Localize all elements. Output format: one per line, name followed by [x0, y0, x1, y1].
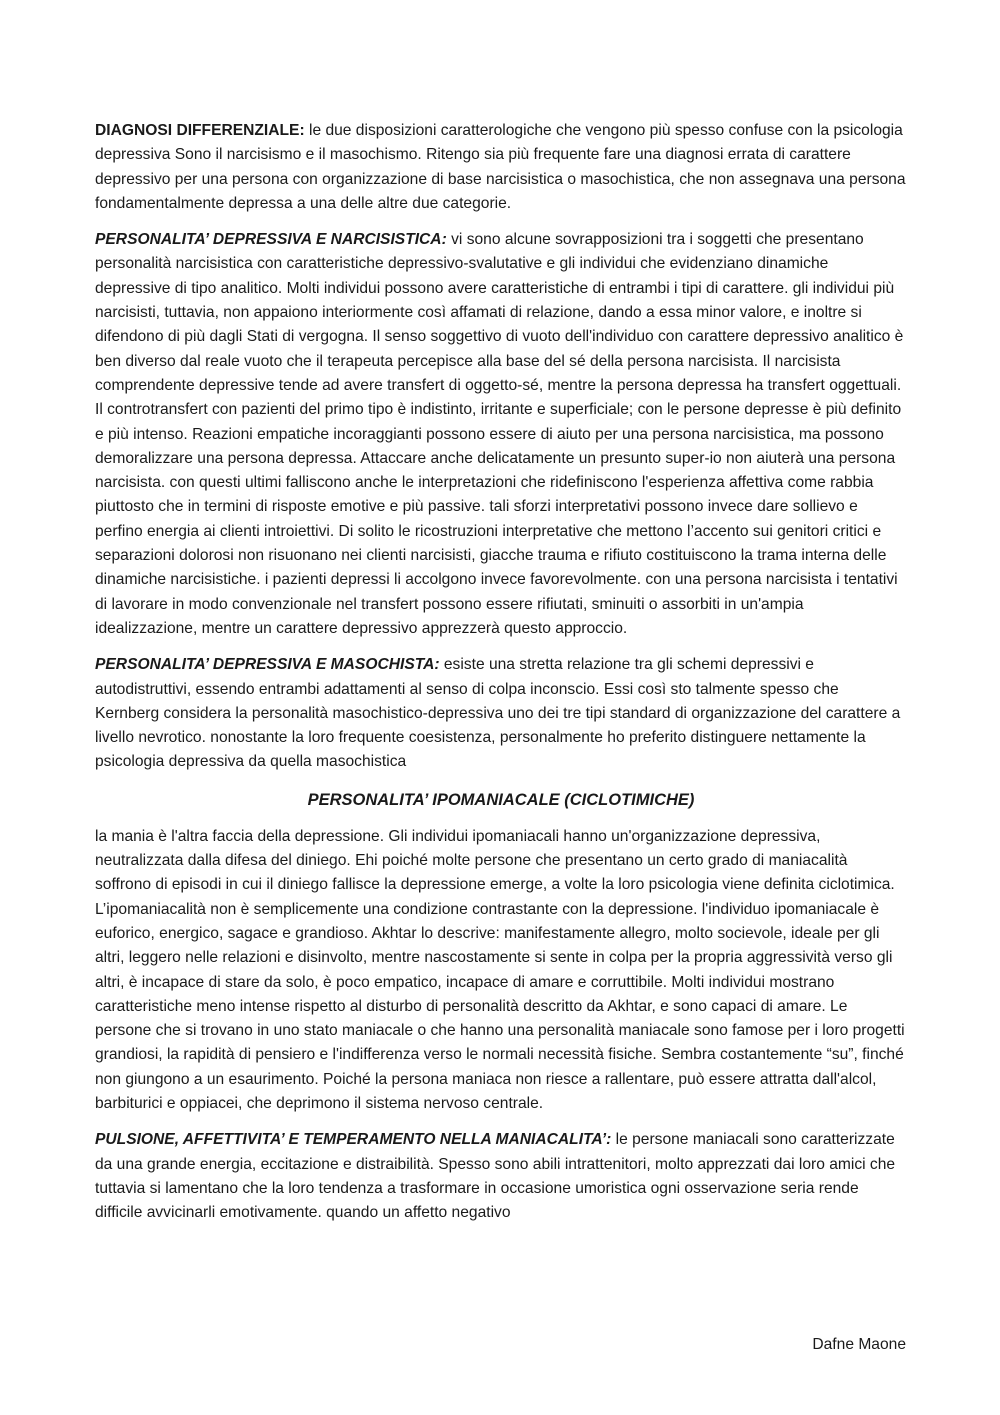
paragraph-heading: PERSONALITA’ DEPRESSIVA E MASOCHISTA: [95, 656, 440, 674]
paragraph-heading: PERSONALITA’ DEPRESSIVA E NARCISISTICA: [95, 231, 447, 249]
paragraph-drive-affect-temperament [95, 1128, 907, 1225]
paragraph-heading: DIAGNOSI DIFFERENZIALE: [95, 122, 305, 139]
paragraph-hypomanic [95, 825, 907, 1117]
paragraph-depressive-narcissistic [95, 228, 907, 641]
paragraph-differential-diagnosis [95, 119, 907, 216]
paragraph-depressive-masochistic [95, 653, 907, 774]
paragraph-text: le persone maniacali sono caratterizzate da una grande energia, eccitazione e distraibilità. Spesso sono abili intrattenitori, molto apprezzati dai loro amici che tuttavia si lamentano che la loro tendenza a trasformare in occasione umoristica ogni osservazione seria rende difficile avvicinarli emotivamente. quando un affetto negativo [95, 1131, 896, 1222]
paragraph-text: la mania è l'altra faccia della depressione. Gli individui ipomaniacali hanno un'organizzazione depressiva, neutralizzata dalla difesa del diniego. Ehi poiché molte persone che presentano un certo grado di maniacalità soffrono di episodi in cui il diniego fallisce la depressione emerge, a volte la loro psicologia viene definita ciclotimica. L’ipomaniacalità non è semplicemente una condizione contrastante con la depressione. l'individuo ipomaniacale è euforico, energico, sagace e grandioso. Akhtar lo descrive: manifestamente allegro, molto socievole, ideale per gli altri, leggero nelle relazioni e disinvolto, mentre nascostamente si sente in colpa per la propria aggressività verso gli altri, è incapace di stare da solo, è poco empatico, incapace di amare e corruttibile. Molti individui mostrano caratteristiche meno intense rispetto al disturbo di personalità descritto da Akhtar, e sono capaci di amare. Le persone che si trovano in uno stato maniacale o che hanno una personalità maniacale sono famose per i loro progetti grandiosi, la rapidità di pensiero e l'indifferenza verso le normali necessità fisiche. Sembra costantemente “su”, finché non giungono a un esaurimento. Poiché la persona maniaca non riesce a rallentare, può essere attratta dall'alcol, barbiturici e oppiacei, che deprimono il sistema nervoso centrale. [95, 827, 905, 1112]
paragraph-text: le due disposizioni caratterologiche che vengono più spesso confuse con la psicologia depressiva Sono il narcisismo e il masochismo. Ritengo sia più frequente fare una diagnosi errata di carattere depressivo per una persona con organizzazione di base narcisistica o masochistica, che non assegnava una persona fondamentalmente depressa a una delle altre due categorie. [95, 122, 906, 212]
paragraph-text: esiste una stretta relazione tra gli schemi depressivi e autodistruttivi, essendo entrambi adattamenti al senso di colpa inconscio. Essi così sto talmente spesso che Kernberg considera la personalità masochistico-depressiva uno dei tre tipi standard di organizzazione del carattere a livello nevrotico. nonostante la loro frequente coesistenza, personalmente ho preferito distinguere nettamente la psicologia depressiva da quella masochistica [95, 656, 901, 771]
paragraph-text: vi sono alcune sovrapposizioni tra i soggetti che presentano personalità narcisistica con caratteristiche depressivo-svalutative e gli individui che evidenziano dinamiche depressive di tipo analitico. Molti individui possono avere caratteristiche di entrambi i tipi di carattere. gli individui più narcisisti, tuttavia, non appaiono interiormente così affamati di relazione, dando a essa minor valore, e inoltre si difendono di più dagli Stati di vergogna. Il senso soggettivo di vuoto dell'individuo con carattere depressivo analitico è ben diverso dal reale vuoto che il terapeuta percepisce alla base del sé della persona narcisista. Il narcisista comprendente depressive tende ad avere transfert di oggetto-sé, mentre la persona depressa ha transfert oggettuali. Il controtransfert con pazienti del primo tipo è indistinto, irritante e superficiale; con le persone depresse è più definito e più intenso. Reazioni empatiche incoraggianti possono essere di aiuto per una persona narcisistica, ma possono demoralizzare una persona depressa. Attaccare anche delicatamente un presunto super-io non aiuterà una persona narcisista. con questi ultimi falliscono anche le interpretazioni che ridefiniscono l'esperienza affettiva come rabbia piuttosto che in termini di risposte emotive e più passive. tali sforzi interpretativi possono invece dare sollievo e perfino energia ai clienti introiettivi. Di solito le ricostruzioni interpretative che mettono l’accento sui genitori critici e separazioni dolorosi non risuonano nei clienti narcisisti, giacche trauma e rifiuto costituiscono la trama interna delle dinamiche narcisistiche. i pazienti depressi li accolgono invece favorevolmente. con una persona narcisista i tentativi di lavorare in modo convenzionale nel transfert possono essere rifiutati, sminuiti o assorbiti in un'ampia idealizzazione, mentre un carattere depressivo apprezzerà questo approccio. [95, 231, 904, 637]
section-title: PERSONALITA’ IPOMANIACALE (CICLOTIMICHE) [307, 790, 695, 809]
document-body [95, 119, 907, 1237]
paragraph-heading: PULSIONE, AFFETTIVITA’ E TEMPERAMENTO NELLA MANIACALITA’: [95, 1131, 612, 1149]
footer-author: Dafne Maone [812, 1336, 906, 1353]
